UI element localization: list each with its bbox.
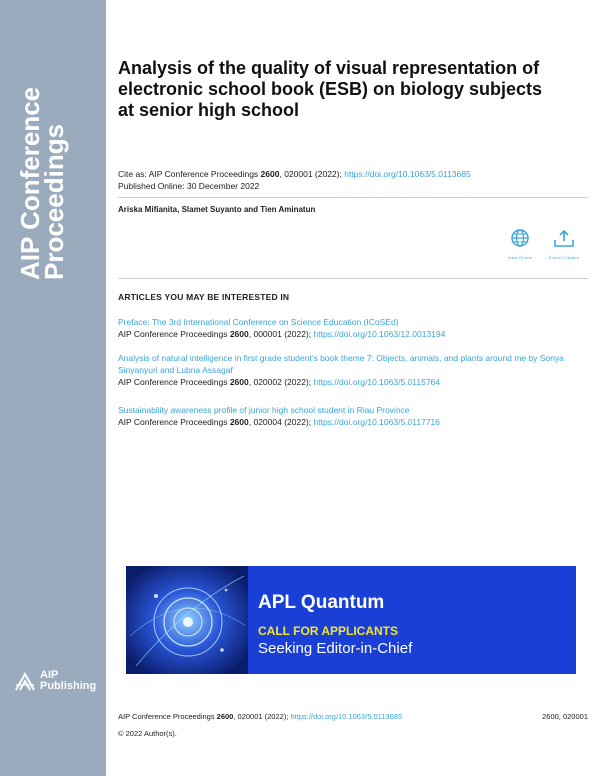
- journal-name-line1: AIP Conference: [15, 86, 45, 280]
- aip-publishing-logo: [14, 670, 104, 696]
- export-citation-button[interactable]: [546, 228, 582, 260]
- globe-icon: [510, 228, 530, 248]
- related-article-doi[interactable]: https://doi.org/10.1063/5.0117716: [313, 417, 440, 427]
- action-icons: [502, 228, 592, 264]
- cite-doi-link[interactable]: https://doi.org/10.1063/5.0113685: [344, 169, 471, 179]
- cite-prefix: Cite as: AIP Conference Proceedings: [118, 169, 261, 179]
- citation-block: [118, 168, 588, 192]
- related-article-title[interactable]: Sustainability awareness profile of junior high school student in Riau Province: [118, 405, 410, 415]
- related-article-title[interactable]: Preface: The 3rd International Conference on Science Education (ICoSEd): [118, 317, 399, 327]
- apl-quantum-banner[interactable]: [126, 566, 576, 674]
- related-article-doi[interactable]: https://doi.org/10.1063/12.0013194: [313, 329, 446, 339]
- banner-call-text: CALL FOR APPLICANTS: [258, 624, 398, 638]
- divider: [118, 278, 588, 279]
- aip-logo-icon: [14, 672, 36, 692]
- cite-line: [118, 168, 588, 180]
- export-icon: [553, 228, 575, 248]
- copyright-notice: © 2022 Author(s).: [118, 729, 177, 738]
- aip-logo-line2: Publishing: [40, 680, 97, 692]
- journal-sidebar: [0, 0, 106, 776]
- related-article-meta: AIP Conference Proceedings 2600, 000001 (2022); https://doi.org/10.1063/12.0013194: [118, 329, 446, 339]
- footer-page-number: 2600, 020001: [542, 712, 588, 721]
- cite-rest: , 020001 (2022);: [279, 169, 345, 179]
- footer-prefix: AIP Conference Proceedings: [118, 712, 217, 721]
- footer-rest: , 020001 (2022);: [233, 712, 291, 721]
- related-article: [118, 352, 578, 388]
- view-online-label: View Online: [507, 255, 533, 260]
- published-date: Published Online: 30 December 2022: [118, 181, 260, 191]
- divider: [118, 197, 588, 198]
- footer-doi-link[interactable]: https://doi.org/10.1063/5.0113685: [290, 712, 403, 721]
- related-article-title[interactable]: Analysis of natural intelligence in first grade student’s book theme 7: Objects, animals, and plants around me by Sonya Sinyanyuri and Lubna Assagaf: [118, 353, 564, 375]
- journal-name-line2: Proceedings: [39, 123, 69, 280]
- related-article: [118, 404, 578, 428]
- banner-subtitle: Seeking Editor-in-Chief: [258, 640, 413, 657]
- cite-volume: 2600: [260, 169, 280, 179]
- footer-volume: 2600: [216, 712, 234, 721]
- related-article-meta: AIP Conference Proceedings 2600, 020004 (2022); https://doi.org/10.1063/5.0117716: [118, 417, 440, 427]
- related-article-meta: AIP Conference Proceedings 2600, 020002 (2022); https://doi.org/10.1063/5.0115764: [118, 377, 440, 387]
- paper-title: Analysis of the quality of visual representation of electronic school book (ESB) on biology subjects at senior high school: [118, 58, 543, 120]
- view-online-button[interactable]: [502, 228, 538, 260]
- export-citation-label: Export Citation: [548, 255, 580, 260]
- aip-logo-line1: AIP: [40, 669, 59, 681]
- banner-title: APL Quantum: [258, 592, 385, 613]
- page-footer: [118, 712, 588, 721]
- quantum-art-image: [126, 566, 248, 674]
- related-articles-heading: ARTICLES YOU MAY BE INTERESTED IN: [118, 292, 290, 302]
- related-article: [118, 316, 578, 340]
- related-article-doi[interactable]: https://doi.org/10.1063/5.0115764: [313, 377, 440, 387]
- journal-name-vertical: [15, 60, 69, 280]
- author-list: Ariska Mifianita, Slamet Suyanto and Tien Aminatun: [118, 205, 316, 214]
